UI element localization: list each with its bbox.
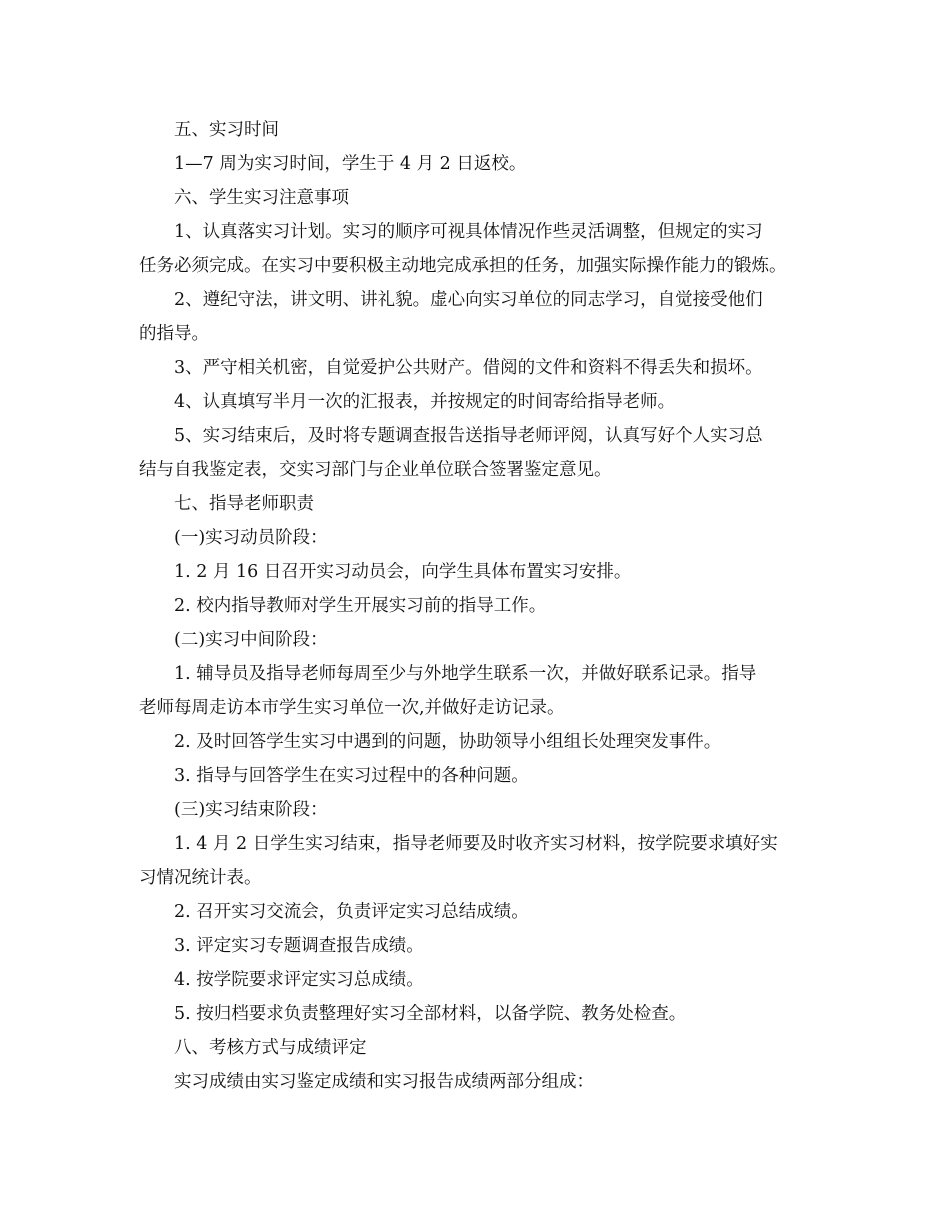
paragraph-line: 1. 2 月 16 日召开实习动员会，向学生具体布置实习安排。 [174,562,632,582]
paragraph-line: 1、认真落实习计划。实习的顺序可视具体情况作些灵活调整，但规定的实习 [174,222,763,242]
paragraph-line: 2. 校内指导教师对学生开展实习前的指导工作。 [174,596,547,616]
paragraph-line: 5. 按归档要求负责整理好实习全部材料，以备学院、教务处检查。 [174,1004,687,1024]
document-page [139,113,819,1099]
paragraph-line: 2、遵纪守法，讲文明、讲礼貌。虚心向实习单位的同志学习，自觉接受他们 [174,290,763,310]
paragraph-line: 4、认真填写半月一次的汇报表，并按规定的时间寄给指导老师。 [174,392,676,412]
section-heading-student-notes: 六、学生实习注意事项 [174,188,349,208]
paragraph-line: 2. 及时回答学生实习中遇到的问题，协助领导小组组长处理突发事件。 [174,732,722,752]
subsection-heading: (一)实习动员阶段： [174,528,328,548]
paragraph-line: 3. 指导与回答学生在实习过程中的各种问题。 [174,766,529,786]
paragraph-line: 2. 召开实习交流会，负责评定实习总结成绩。 [174,902,529,922]
subsection-heading: (三)实习结束阶段： [174,800,328,820]
paragraph-line: 的指导。 [139,324,209,344]
paragraph-line: 3. 评定实习专题调查报告成绩。 [174,936,424,956]
paragraph-line: 1. 辅导员及指导老师每周至少与外地学生联系一次，并做好联系记录。指导 [174,664,757,684]
paragraph-line: 3、严守相关机密，自觉爱护公共财产。借阅的文件和资料不得丢失和损坏。 [174,358,763,378]
paragraph-line: 习情况统计表。 [139,868,262,888]
paragraph-line: 实习成绩由实习鉴定成绩和实习报告成绩两部分组成： [174,1072,594,1092]
paragraph-line: 老师每周走访本市学生实习单位一次,并做好走访记录。 [139,698,565,718]
paragraph-line: 4. 按学院要求评定实习总成绩。 [174,970,424,990]
section-heading-advisor-duties: 七、指导老师职责 [174,494,314,514]
section-heading-assessment: 八、考核方式与成绩评定 [174,1038,367,1058]
paragraph-line: 5、实习结束后，及时将专题调查报告送指导老师评阅，认真写好个人实习总 [174,426,763,446]
paragraph-line: 结与自我鉴定表，交实习部门与企业单位联合签署鉴定意见。 [139,460,612,480]
paragraph-line: 任务必须完成。在实习中要积极主动地完成承担的任务，加强实际操作能力的锻炼。 [139,256,787,276]
paragraph-line: 1—7 周为实习时间，学生于 4 月 2 日返校。 [174,154,527,174]
subsection-heading: (二)实习中间阶段： [174,630,328,650]
section-heading-internship-time: 五、实习时间 [174,120,279,140]
paragraph-line: 1. 4 月 2 日学生实习结束，指导老师要及时收齐实习材料，按学院要求填好实 [174,834,778,854]
